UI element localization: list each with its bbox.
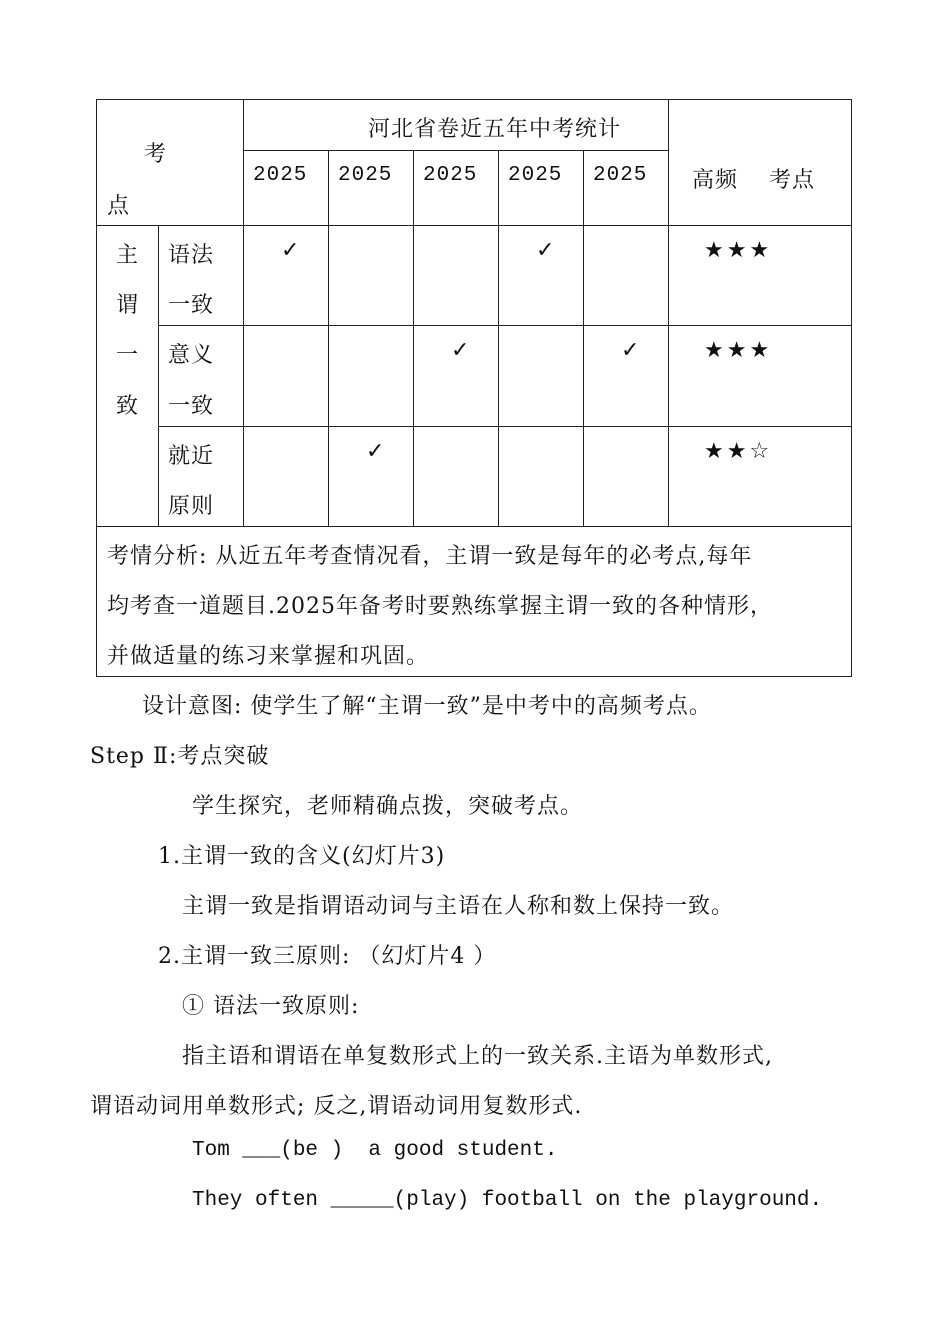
row-label: 语法	[168, 243, 215, 268]
table-border-top	[96, 99, 852, 100]
table-line	[243, 150, 668, 151]
frequency-stars: ★★★	[704, 238, 773, 263]
item1-title: 1.主谓一致的含义(幻灯片3)	[158, 844, 446, 869]
year-header: 2025	[338, 164, 393, 187]
analysis-line: 均考查一道题目.2025年备考时要熟练掌握主谓一致的各种情形，	[107, 594, 773, 619]
table-line	[96, 526, 852, 527]
rule1-text-line1: 指主语和谓语在单复数形式上的一致关系.主语为单数形式,	[182, 1044, 773, 1069]
step-title: Step Ⅱ:考点突破	[90, 744, 270, 769]
step-description: 学生探究，老师精确点拨，突破考点。	[192, 794, 584, 819]
group-label-char: 致	[116, 394, 140, 419]
year-header: 2025	[253, 164, 308, 187]
row-label: 就近	[168, 444, 215, 469]
table-line	[158, 225, 159, 526]
check-mark: ✓	[451, 338, 471, 363]
table-border-bottom	[96, 676, 852, 677]
rule1-text-line2: 谓语动词用单数形式; 反之,谓语动词用复数形式.	[90, 1094, 583, 1119]
year-header: 2025	[593, 164, 648, 187]
corner-header-bottom: 点	[107, 194, 131, 219]
row-label: 一致	[168, 394, 215, 419]
check-mark: ✓	[366, 439, 386, 464]
corner-header-top: 考	[144, 142, 168, 167]
check-mark: ✓	[621, 338, 641, 363]
table-border-right	[851, 99, 852, 677]
example-sentence: Tom ___(be ) a good student.	[192, 1139, 558, 1162]
row-label: 一致	[168, 293, 215, 318]
check-mark: ✓	[536, 238, 556, 263]
frequency-stars: ★★★	[704, 338, 773, 363]
table-line	[158, 426, 852, 427]
frequency-stars: ★★☆	[704, 439, 773, 464]
table-line	[158, 325, 852, 326]
table-line	[583, 150, 584, 526]
table-line	[96, 225, 852, 226]
item2-title: 2.主谓一致三原则: （幻灯片4 ）	[158, 944, 497, 969]
group-label-char: 一	[116, 343, 140, 368]
table-line	[328, 150, 329, 526]
analysis-line: 并做适量的练习来掌握和巩固。	[107, 644, 430, 669]
table-line	[498, 150, 499, 526]
design-intent: 设计意图: 使学生了解“主谓一致”是中考中的高频考点。	[142, 694, 712, 719]
table-line	[668, 99, 669, 526]
stats-title: 河北省卷近五年中考统计	[368, 117, 622, 142]
year-header: 2025	[423, 164, 478, 187]
example-sentence: They often _____(play) football on the playground.	[192, 1189, 823, 1212]
year-header: 2025	[508, 164, 563, 187]
freq-header: 高频 考点	[692, 168, 815, 193]
table-border-left	[96, 99, 97, 677]
table-line	[413, 150, 414, 526]
table-line	[243, 99, 244, 526]
analysis-line: 考情分析: 从近五年考查情况看，主谓一致是每年的必考点,每年	[107, 544, 753, 569]
row-label: 意义	[168, 343, 215, 368]
group-label-char: 主	[116, 243, 140, 268]
rule1-title: ① 语法一致原则:	[182, 994, 360, 1019]
check-mark: ✓	[281, 238, 301, 263]
item1-text: 主谓一致是指谓语动词与主语在人称和数上保持一致。	[182, 894, 735, 919]
row-label: 原则	[168, 494, 215, 519]
group-label-char: 谓	[116, 293, 140, 318]
